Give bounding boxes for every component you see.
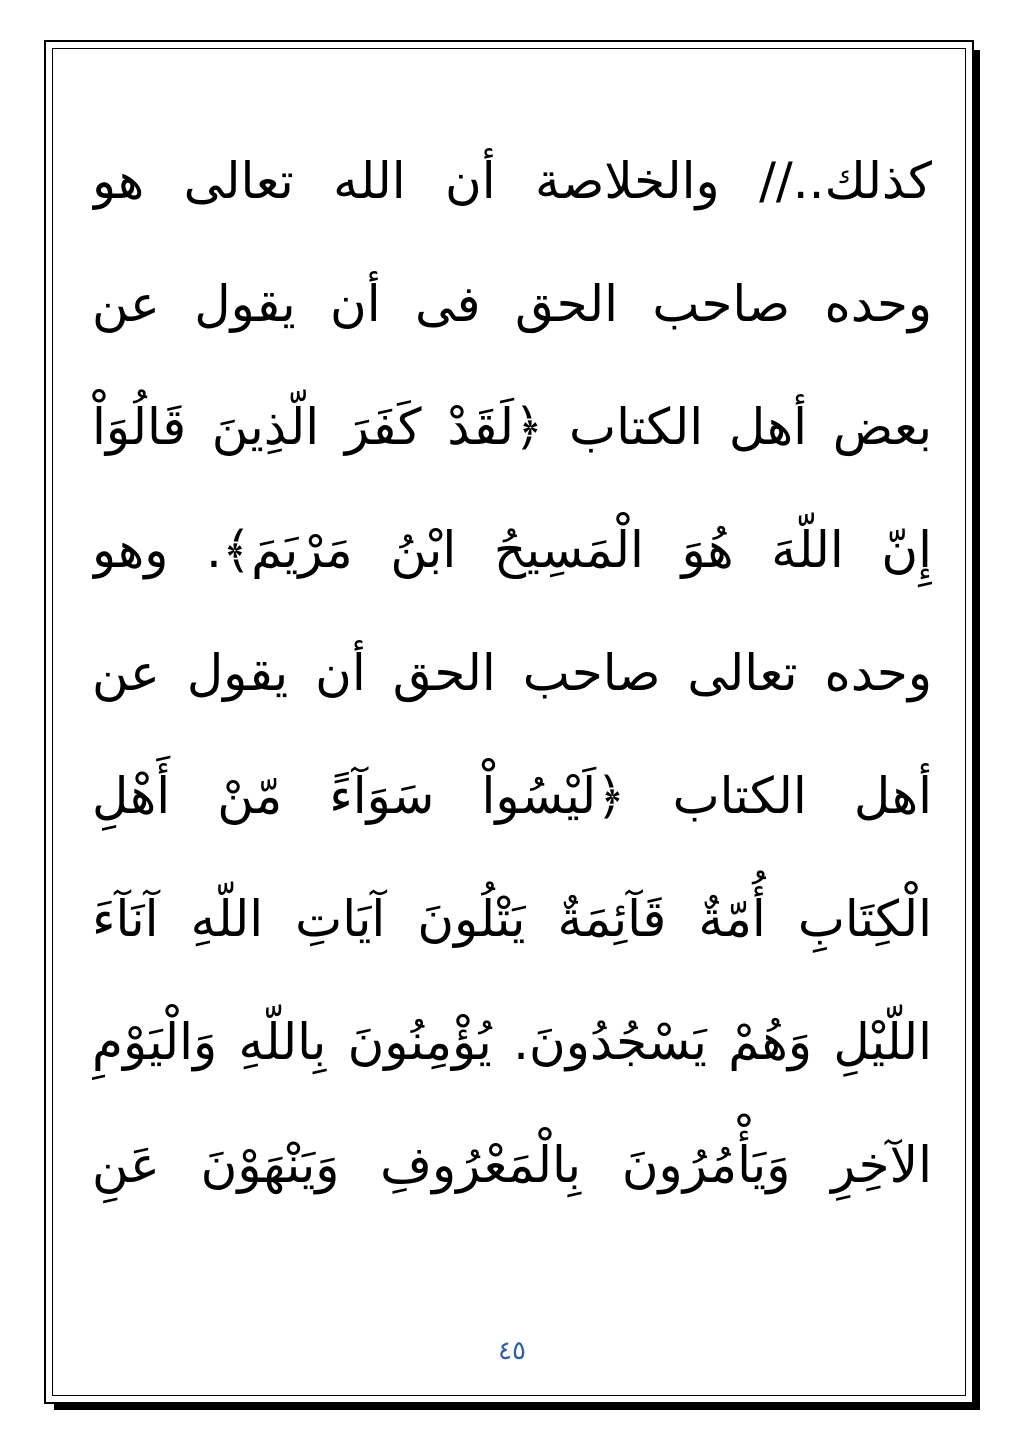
body-text bbox=[92, 120, 932, 1227]
text-line-4: إِنّ اللّهَ هُوَ الْمَسِيحُ ابْنُ مَرْيَمَ﴾. وهو bbox=[92, 521, 932, 579]
page-number: ٤٥ bbox=[498, 1336, 526, 1366]
text-line-9: الآخِرِ وَيَأْمُرُونَ بِالْمَعْرُوفِ وَيَنْهَوْنَ عَنِ bbox=[92, 1136, 932, 1194]
text-line-6: أهل الكتاب ﴿لَيْسُواْ سَوَآءً مّنْ أَهْلِ bbox=[92, 767, 932, 825]
text-line-7: الْكِتَابِ أُمّةٌ قَآئِمَةٌ يَتْلُونَ آيَاتِ اللّهِ آنَآءَ bbox=[92, 890, 932, 948]
text-line-8: اللّيْلِ وَهُمْ يَسْجُدُونَ. يُؤْمِنُونَ بِاللّهِ وَالْيَوْمِ bbox=[92, 1013, 932, 1071]
text-line-2: وحده صاحب الحق فى أن يقول عن bbox=[92, 275, 932, 333]
text-line-5: وحده تعالى صاحب الحق أن يقول عن bbox=[92, 644, 932, 702]
text-line-3: بعض أهل الكتاب ﴿لَقَدْ كَفَرَ الّذِينَ قَالُوَاْ bbox=[92, 398, 932, 456]
text-line-1: كذلك..// والخلاصة أن الله تعالى هو bbox=[92, 152, 932, 210]
